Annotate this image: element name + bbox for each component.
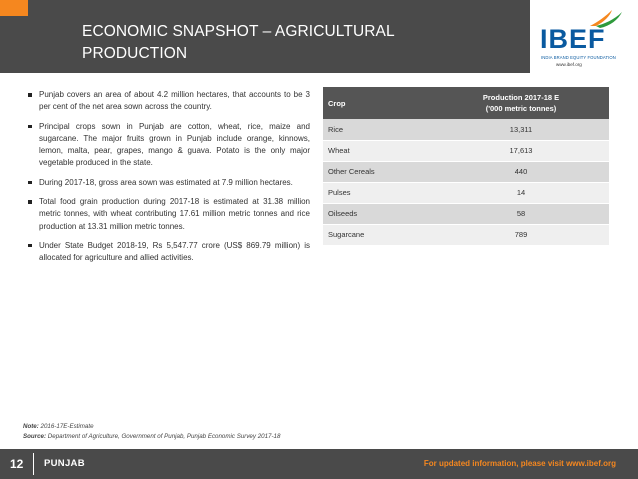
table-row [323, 203, 609, 224]
header-accent-block [0, 0, 28, 16]
footer-bar [0, 449, 638, 479]
bullet-item: Principal crops sown in Punjab are cotton, wheat, rice, maize and sugarcane. The major fruits grown in Punjab include orange, kinnows, lemon, malta, pear, grapes, mango & guava. Potato is the only major vegetable produced in the state. [28, 121, 310, 170]
bullet-item: Total food grain production during 2017-18 is estimated at 31.38 million metric tonnes, with wheat contributing 17.61 million metric tonnes and rice production at 13.31 million metric tonnes. [28, 196, 310, 233]
page-title: ECONOMIC SNAPSHOT – AGRICULTURAL PRODUCTION [82, 23, 395, 62]
table-row [323, 224, 609, 245]
note-label: Note: [23, 423, 39, 430]
table-row [323, 161, 609, 182]
value-cell: 789 [433, 224, 609, 245]
note-text: 2016-17E-Estimate [40, 423, 94, 430]
value-cell: 17,613 [433, 140, 609, 161]
note-line [23, 422, 280, 432]
value-cell: 440 [433, 161, 609, 182]
bullet-item: Punjab covers an area of about 4.2 million hectares, that accounts to be 3 per cent of the net area sown across the country. [28, 89, 310, 114]
table-row [323, 182, 609, 203]
bullet-list [28, 89, 310, 272]
value-cell: 14 [433, 182, 609, 203]
page-number: 12 [10, 457, 24, 471]
logo-subtitle: INDIA BRAND EQUITY FOUNDATION [541, 55, 616, 60]
source-line [23, 432, 280, 442]
column-header-production [433, 87, 609, 119]
ibef-logo [540, 14, 632, 66]
column-header-production-line1: Production 2017-18 E [482, 93, 560, 102]
footer-divider [33, 453, 34, 475]
crop-cell: Wheat [323, 140, 433, 161]
value-cell: 13,311 [433, 119, 609, 140]
source-label: Source: [23, 432, 47, 440]
logo-text: IBEF [540, 24, 606, 54]
crop-production-table [323, 87, 609, 246]
header-bar [0, 0, 530, 73]
bullet-item: During 2017-18, gross area sown was estimated at 7.9 million hectares. [28, 177, 310, 189]
table-row [323, 119, 609, 140]
footer-website-link[interactable]: For updated information, please visit www.ibef.org [423, 459, 616, 468]
crop-cell: Pulses [323, 182, 433, 203]
crop-cell: Other Cereals [323, 161, 433, 182]
table-row [323, 140, 609, 161]
table-header-row [323, 87, 609, 119]
logo-url: www.ibef.org [556, 62, 582, 67]
column-header-crop: Crop [323, 87, 433, 119]
footer-state-name: PUNJAB [44, 458, 85, 469]
crop-cell: Rice [323, 119, 433, 140]
crop-cell: Oilseeds [323, 203, 433, 224]
notes-block [23, 422, 280, 441]
value-cell: 58 [433, 203, 609, 224]
crop-cell: Sugarcane [323, 224, 433, 245]
source-text: Department of Agriculture, Government of Punjab, Punjab Economic Survey 2017-18 [47, 432, 281, 440]
column-header-production-line2: ('000 metric tonnes) [485, 104, 557, 113]
bullet-item: Under State Budget 2018-19, Rs 5,547.77 crore (US$ 869.79 million) is allocated for agriculture and allied activities. [28, 240, 310, 265]
